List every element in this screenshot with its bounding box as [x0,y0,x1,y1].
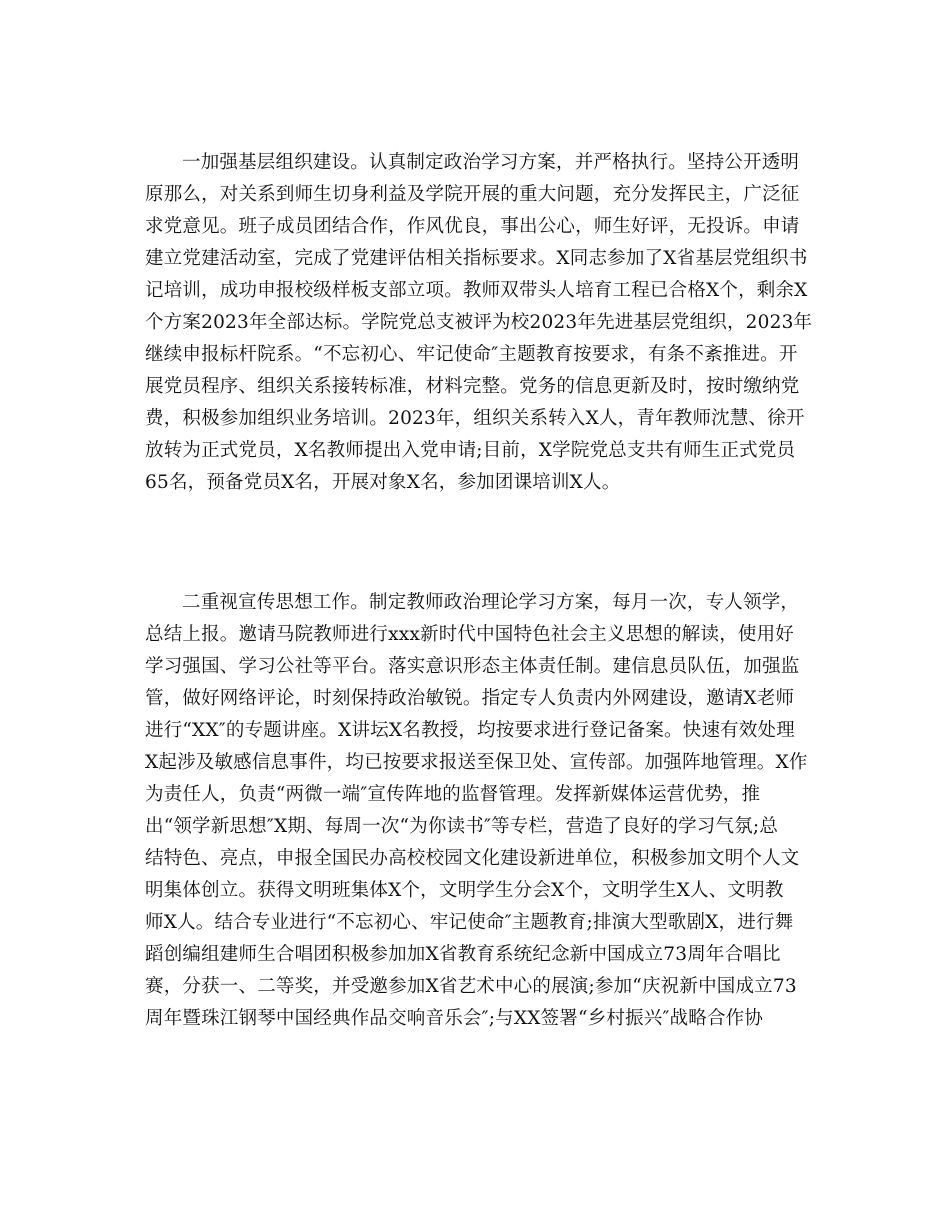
paragraph-2-line: 二重视宣传思想工作。制定教师政治理论学习方案，每月一次，专人领学， [182,592,800,613]
paragraph-2 [145,588,815,1038]
paragraph-2-line: 为责任人，负责“两微一端″宣传阵地的监督管理。发挥新媒体运营优势，推 [145,784,761,805]
paragraph-2-line: X起涉及敏感信息事件，均已按要求报送至保卫处、宣传部。加强阵地管理。X作 [145,752,808,773]
paragraph-1-line: 继续申报标杆院系。“不忘初心、牢记使命″主题教育按要求，有条不紊推进。开 [145,344,798,365]
paragraph-2-line: 管，做好网络评论，时刻保持政治敏锐。指定专人负责内外网建设，邀请X老师 [145,688,795,709]
paragraph-1-line: 原那么，对关系到师生切身利益及学院开展的重大问题，充分发挥民主，广泛征 [145,184,800,205]
paragraph-1-line: 65名，预备党员X名，开展对象X名，参加团课培训X人。 [145,472,621,493]
paragraph-2-line: 周年暨珠江钢琴中国经典作品交响音乐会″;与XX签署“乡村振兴″战略合作协 [145,1008,764,1029]
paragraph-1-line: 记培训，成功申报校级样板支部立项。教师双带头人培育工程已合格X个，剩余X [145,280,808,301]
paragraph-1-line: 个方案2023年全部达标。学院党总支被评为校2023年先进基层党组织，2023年 [145,312,813,333]
paragraph-1-line: 一加强基层组织建设。认真制定政治学习方案，并严格执行。坚持公开透明 [182,152,800,173]
paragraph-2-line: 明集体创立。获得文明班集体X个，文明学生分会X个，文明学生X人、文明教 [145,880,784,901]
paragraph-2-line: 进行“XX″的专题讲座。X讲坛X名教授，均按要求进行登记备案。快速有效处理 [145,720,795,741]
paragraph-1-line: 求党意见。班子成员团结合作，作风优良，事出公心，师生好评，无投诉。申请 [145,216,800,237]
paragraph-2-line: 结特色、亮点，申报全国民办高校校园文化建设新进单位，积极参加文明个人文 [145,848,800,869]
paragraph-2-line: 总结上报。邀请马院教师进行xxx新时代中国特色社会主义思想的解读，使用好 [145,624,795,645]
paragraph-2-line: 赛，分获一、二等奖，并受邀参加X省艺术中心的展演;参加“庆祝新中国成立73 [145,976,797,997]
paragraph-1 [145,148,815,493]
paragraph-1-line: 建立党建活动室，完成了党建评估相关指标要求。X同志参加了X省基层党组织书 [145,248,808,269]
paragraph-2-line: 蹈创编组建师生合唱团积极参加加X省教育系统纪念新中国成立73周年合唱比 [145,944,781,965]
paragraph-2-line: 学习强国、学习公社等平台。落实意识形态主体责任制。建信息员队伍，加强监 [145,656,800,677]
paragraph-2-line: 师X人。结合专业进行“不忘初心、牢记使命″主题教育;排演大型歌剧X，进行舞 [145,912,794,933]
paragraph-1-line: 展党员程序、组织关系接转标准，材料完整。党务的信息更新及时，按时缴纳党 [145,376,800,397]
paragraph-1-line: 放转为正式党员，X名教师提出入党申请;目前，X学院党总支共有师生正式党员 [145,440,796,461]
paragraph-2-line: 出“领学新思想″X期、每周一次“为你读书″等专栏，营造了良好的学习气氛;总 [145,816,779,837]
paragraph-1-line: 费，积极参加组织业务培训。2023年，组织关系转入X人，青年教师沈慧、徐开 [145,408,805,429]
